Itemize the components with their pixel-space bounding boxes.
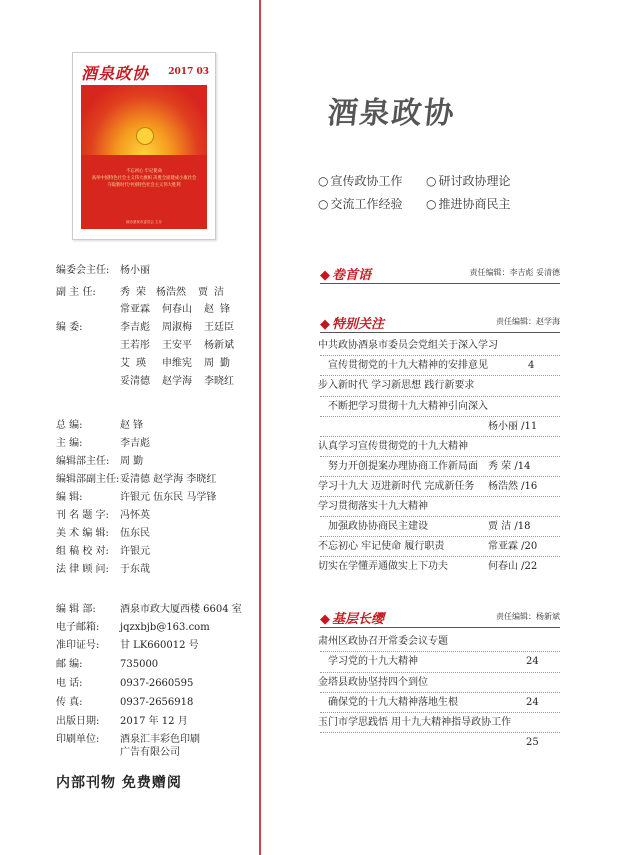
toc-entry[interactable]: 认真学习宣传贯彻党的十九大精神 [318, 441, 468, 452]
section-header-focus[interactable]: ◆ 特别关注 责任编辑：赵学海 [320, 317, 560, 332]
toc-entry[interactable]: 中共政协酒泉市委员会党组关于深入学习 [318, 340, 498, 351]
toc-author-page: 杨小丽 /11 [488, 421, 538, 432]
section-editor: 责任编辑：赵学海 [496, 317, 560, 326]
staff-row: 主 编: 李吉彪 [56, 438, 150, 449]
distribution-notice: 内部刊物 免费赠阅 [56, 775, 182, 791]
toc-entry[interactable]: 切实在学懂弄通做实上下功夫 [318, 561, 448, 572]
masthead-row: 常亚霖 何春山 赵 锋 [120, 304, 230, 315]
contact-row: 广告有限公司 [120, 747, 180, 758]
staff-row: 刊 名 题 字: 冯怀英 [56, 510, 150, 521]
staff-row: 总 编: 赵 锋 [56, 420, 144, 431]
contact-row: 准印证号: 甘 LK660012 号 [56, 640, 199, 651]
toc-entry[interactable]: 加强政协协商民主建设 [328, 521, 428, 532]
cover-publisher: 政协酒泉市委员会 主办 [125, 220, 163, 224]
section-header-preface[interactable]: ◆ 卷首语 责任编辑：李吉彪 妥清德 [320, 268, 560, 283]
diamond-icon: ◆ [320, 612, 330, 627]
section-header-grassroots[interactable]: ◆ 基层长缨 责任编辑：杨新斌 [320, 612, 560, 627]
masthead-row: 妥清德 赵学海 李晓红 [120, 376, 234, 387]
toc-entry[interactable]: 学习贯彻落实十九大精神 [318, 501, 428, 512]
cover-brand: 酒泉政协 [81, 64, 150, 83]
masthead-row: 王若彤 王安平 杨新斌 [120, 340, 234, 351]
contact-row: 电 话: 0937-2660595 [56, 678, 194, 689]
diamond-icon: ◆ [320, 268, 330, 283]
slogan: ○ 宣传政协工作 [318, 174, 403, 188]
toc-page: 4 [528, 360, 535, 371]
toc-entry[interactable]: 肃州区政协召开常委会议专题 [318, 636, 448, 647]
row-divider [320, 496, 560, 497]
masthead-row: 副 主 任: 秀 荣 杨浩然 贾 洁 [56, 287, 224, 298]
contact-row: 出版日期: 2017 年 12 月 [56, 716, 188, 727]
toc-page: 24 [526, 697, 539, 708]
row-divider [320, 416, 560, 417]
slogan: ○ 交流工作经验 [318, 197, 403, 211]
section-editor: 责任编辑：杨新斌 [496, 612, 560, 621]
cover-thumbnail[interactable] [72, 52, 216, 240]
cover-line: 高举中国特色社会主义伟大旗帜 决胜全面建成小康社会 [91, 176, 197, 181]
row-divider [320, 436, 560, 437]
national-emblem-icon [136, 127, 154, 145]
toc-entry[interactable]: 金塔县政协坚持四个到位 [318, 677, 428, 688]
section-rule [320, 627, 560, 628]
toc-author-page: 常亚霖 /20 [488, 541, 538, 552]
slogan: ○ 研讨政协理论 [426, 174, 511, 188]
row-divider [320, 375, 560, 376]
row-divider [320, 732, 560, 733]
row-divider [320, 712, 560, 713]
toc-entry[interactable]: 确保党的十九大精神落地生根 [328, 697, 458, 708]
row-divider [320, 355, 560, 356]
magazine-title: 酒泉政协 [325, 96, 458, 131]
toc-entry[interactable]: 努力开创提案办理协商工作新局面 [328, 461, 478, 472]
section-editor: 责任编辑：李吉彪 妥清德 [469, 268, 560, 277]
toc-entry[interactable]: 学习十九大 迈进新时代 完成新任务 [318, 481, 475, 492]
toc-author-page: 贾 洁 /18 [488, 521, 531, 532]
column-divider [259, 0, 261, 855]
row-divider [320, 396, 560, 397]
toc-entry[interactable]: 宣传贯彻党的十九大精神的安排意见 [328, 360, 488, 371]
diamond-icon: ◆ [320, 317, 330, 332]
toc-author-page: 秀 荣 /14 [488, 461, 531, 472]
staff-row: 美 术 编 辑: 伍东民 [56, 528, 150, 539]
contact-row: 邮 编: 735000 [56, 659, 159, 670]
masthead-row: 编委会主任: 杨小丽 [56, 265, 150, 276]
toc-entry[interactable]: 学习党的十九大精神 [328, 656, 418, 667]
staff-row: 编辑部副主任:妥清德 赵学海 李晓红 [56, 474, 217, 485]
email-link[interactable]: jqzxbjb@163.com [120, 622, 210, 633]
contact-row: 电子邮箱: jqzxbjb@163.com [56, 622, 210, 633]
row-divider [320, 456, 560, 457]
toc-entry[interactable]: 步入新时代 学习新思想 践行新要求 [318, 380, 475, 391]
contact-row: 印刷单位: 酒泉汇丰彩色印刷 [56, 734, 200, 745]
staff-row: 法 律 顾 问: 于东哉 [56, 564, 150, 575]
row-divider [320, 476, 560, 477]
toc-entry[interactable]: 不断把学习贯彻十九大精神引向深入 [328, 401, 488, 412]
toc-page: 25 [526, 737, 539, 748]
toc-author-page: 何春山 /22 [488, 561, 538, 572]
toc-author-page: 杨浩然 /16 [488, 481, 538, 492]
row-divider [320, 536, 560, 537]
contact-row: 编 辑 部: 酒泉市政大厦西楼 6604 室 [56, 604, 242, 615]
toc-entry[interactable]: 玉门市学思践悟 用十九大精神指导政协工作 [318, 717, 512, 728]
row-divider [320, 672, 560, 673]
staff-row: 编 辑: 许银元 伍东民 马学锋 [56, 492, 217, 503]
staff-row: 组 稿 校 对: 许银元 [56, 546, 150, 557]
row-divider [320, 692, 560, 693]
row-divider [320, 651, 560, 652]
cover-line: 不忘初心 牢记使命 [126, 169, 162, 174]
cover-line: 夺取新时代中国特色社会主义伟大胜利 [107, 183, 181, 188]
staff-row: 编辑部主任: 周 勤 [56, 456, 144, 467]
toc-page: 24 [526, 656, 539, 667]
slogan: ○ 推进协商民主 [426, 197, 511, 211]
masthead-row: 艾 瑛 申维宪 周 勤 [120, 358, 230, 369]
contact-row: 传 真: 0937-2656918 [56, 697, 194, 708]
cover-issue: 2017 03 [168, 67, 209, 77]
row-divider [320, 516, 560, 517]
masthead-row: 编 委: 李吉彪 周淑梅 王廷臣 [56, 322, 234, 333]
row-divider [320, 556, 560, 557]
cover-artwork [81, 85, 207, 229]
section-rule [320, 283, 560, 284]
section-rule [320, 332, 560, 333]
toc-entry[interactable]: 不忘初心 牢记使命 履行职责 [318, 541, 445, 552]
